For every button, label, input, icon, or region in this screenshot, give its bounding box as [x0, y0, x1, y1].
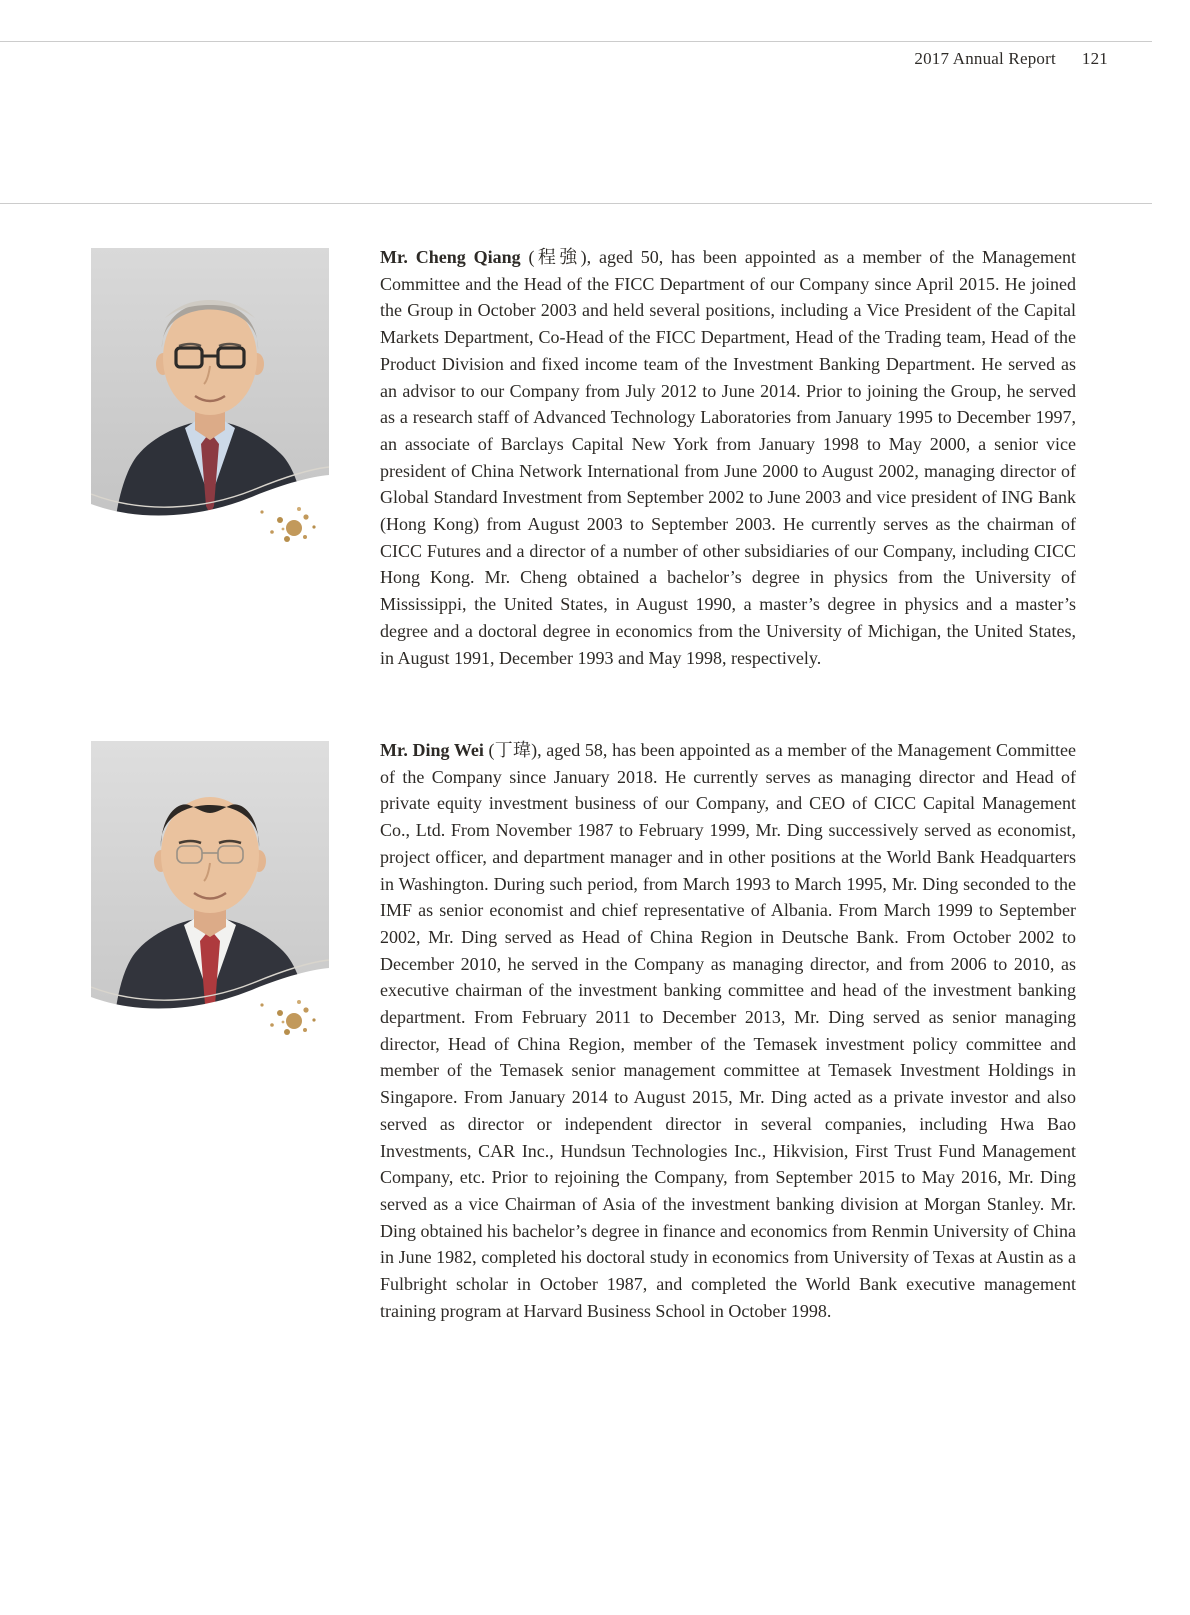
page-number: 121 — [1081, 49, 1108, 68]
portrait-photo-cheng-qiang — [91, 248, 329, 544]
person-name-chinese-ding-wei: (丁瑋) — [483, 740, 538, 760]
bio-paragraph-cheng-qiang — [380, 244, 1076, 671]
bio-text-ding-wei: , aged 58, has been appointed as a member of the Management Committee of the Company since January 2018. He currently serves as managing director and Head of private equity investment business of our Company, and CEO of CICC Capital Management Co., Ltd. From November 1987 to February 1999, Mr. Ding successively served as economist, project officer, and department manager and in other positions at the World Bank Headquarters in Washington. During such period, from March 1993 to March 1995, Mr. Ding seconded to the IMF as senior economist and chief representative of Albania. From March 1999 to September 2002, Mr. Ding served as Head of China Region in Deutsche Bank. From October 2002 to December 2010, he served in the Company as managing director, and from 2006 to 2010, as executive chairman of the investment banking committee and head of the investment banking department. From February 2011 to December 2013, Mr. Ding served as senior managing director, Head of China Region, member of the Temasek investment policy committee and member of the Temasek senior management committee at Temasek Investment Holdings in Singapore. From January 2014 to August 2015, Mr. Ding acted as a private investor and also served as director or independent director in several companies, including Hwa Bao Investments, CAR Inc., Hundsun Technologies Inc., Hikvision, First Trust Fund Management Company, etc. Prior to rejoining the Company, from September 2015 to May 2016, Mr. Ding served as a vice Chairman of Asia of the investment banking division at Morgan Stanley. Mr. Ding obtained his bachelor’s degree in finance and economics from Renmin University of China in June 1982, completed his doctoral study in economics from University of Texas at Austin as a Fulbright scholar in October 1987, and completed the World Bank executive management training program at Harvard Business School in October 1998. — [380, 740, 1077, 1321]
page-header — [914, 49, 1108, 69]
header-top-rule — [0, 41, 1152, 42]
header-bottom-rule — [0, 203, 1152, 204]
bio-paragraph-ding-wei — [380, 737, 1076, 1324]
portrait-photo-ding-wei — [91, 741, 329, 1037]
bio-text-cheng-qiang: , aged 50, has been appointed as a member of the Management Committee and the Head of the FICC Department of our Company since April 2015. He joined the Group in October 2003 and held several positions, including a Vice President of the Capital Markets Department, Co-Head of the FICC Department, Head of the Trading team, Head of the Product Division and fixed income team of the Investment Banking Department. He served as an advisor to our Company from July 2012 to June 2014. Prior to joining the Group, he served as a research staff of Advanced Technology Laboratories from January 1995 to December 1997, an associate of Barclays Capital New York from January 1998 to May 2000, a senior vice president of China Network International from June 2000 to August 2002, managing director of Global Standard Investment from September 2002 to June 2003 and vice president of ING Bank (Hong Kong) from August 2003 to September 2003. He currently serves as the chairman of CICC Futures and a director of a number of other subsidiaries of our Company, including CICC Hong Kong. Mr. Cheng obtained a bachelor’s degree in physics from the University of Mississippi, the United States, in August 1990, a master’s degree in physics and a master’s degree and a doctoral degree in economics from the University of Michigan, the United States, in August 1991, December 1993 and May 1998, respectively. — [380, 247, 1076, 668]
portrait-illustration-ding-wei — [91, 741, 329, 1037]
person-name-ding-wei: Mr. Ding Wei — [380, 740, 484, 760]
portrait-illustration-cheng-qiang — [91, 248, 329, 544]
report-title: 2017 Annual Report — [914, 49, 1056, 68]
person-name-cheng-qiang: Mr. Cheng Qiang — [380, 247, 521, 267]
person-name-chinese-cheng-qiang: (程強) — [520, 247, 587, 267]
